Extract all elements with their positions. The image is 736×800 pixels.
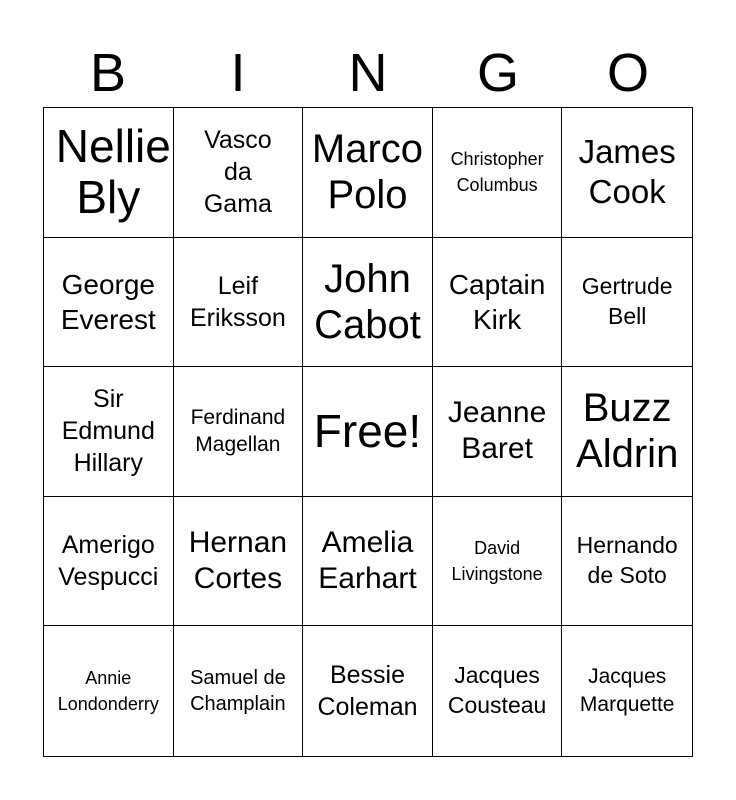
bingo-cell[interactable] [44,238,174,368]
cell-label: Nellie Bly [55,119,171,224]
free-space-label: Free! [313,404,422,457]
bingo-cell[interactable] [174,108,304,238]
header-letter-i: I [230,43,246,103]
cell-label: Ferdinand Magellan [190,405,286,457]
cell-label: Captain Kirk [448,268,546,335]
cell-label: Christopher Columbus [450,149,544,196]
cell-label: Hernando de Soto [576,532,678,589]
bingo-cell[interactable] [433,497,563,627]
bingo-cell[interactable] [44,367,174,497]
cell-label: Leif Eriksson [189,271,286,332]
bingo-header [43,40,693,106]
cell-label: Jacques Marquette [579,665,675,717]
bingo-cell[interactable] [174,497,304,627]
bingo-cell[interactable] [433,367,563,497]
cell-label: Bessie Coleman [317,661,418,722]
cell-label: John Cabot [314,256,421,347]
cell-label: Gertrude Bell [581,273,673,329]
cell-label: Vasco da Gama [203,126,272,219]
bingo-cell[interactable] [562,238,692,368]
bingo-cell[interactable] [303,497,433,627]
cell-label: Amerigo Vespucci [58,531,159,592]
cell-label: James Cook [578,133,676,211]
cell-label: Annie Londonderry [57,668,159,715]
bingo-cell[interactable] [44,626,174,756]
cell-label: Marco Polo [311,127,424,218]
bingo-board [43,107,693,757]
header-letter-o: O [606,43,649,103]
cell-label: David Livingstone [451,538,543,585]
bingo-cell[interactable] [174,367,304,497]
header-letter-n: N [348,43,388,103]
cell-label: Jacques Cousteau [447,662,547,719]
bingo-cell[interactable] [433,626,563,756]
cell-label: Amelia Earhart [318,525,417,596]
cell-label: Sir Edmund Hillary [61,385,155,478]
bingo-cell[interactable] [562,108,692,238]
header-letter-b: B [89,43,127,103]
bingo-cell[interactable] [303,108,433,238]
cell-label: Buzz Aldrin [576,386,679,477]
bingo-cell[interactable] [303,626,433,756]
bingo-cell[interactable] [44,497,174,627]
header-letter-g: G [476,43,519,103]
bingo-cell[interactable] [174,626,304,756]
bingo-cell[interactable] [562,367,692,497]
bingo-cell[interactable] [433,238,563,368]
bingo-cell[interactable] [562,626,692,756]
bingo-cell[interactable] [562,497,692,627]
cell-label: Samuel de Champlain [190,667,286,716]
bingo-cell[interactable] [303,238,433,368]
cell-label: George Everest [60,268,156,335]
bingo-cell free-space[interactable] [303,367,433,497]
bingo-cell[interactable] [174,238,304,368]
bingo-cell[interactable] [433,108,563,238]
cell-label: Jeanne Baret [447,395,547,466]
cell-label: Hernan Cortes [188,525,288,596]
bingo-cell[interactable] [44,108,174,238]
